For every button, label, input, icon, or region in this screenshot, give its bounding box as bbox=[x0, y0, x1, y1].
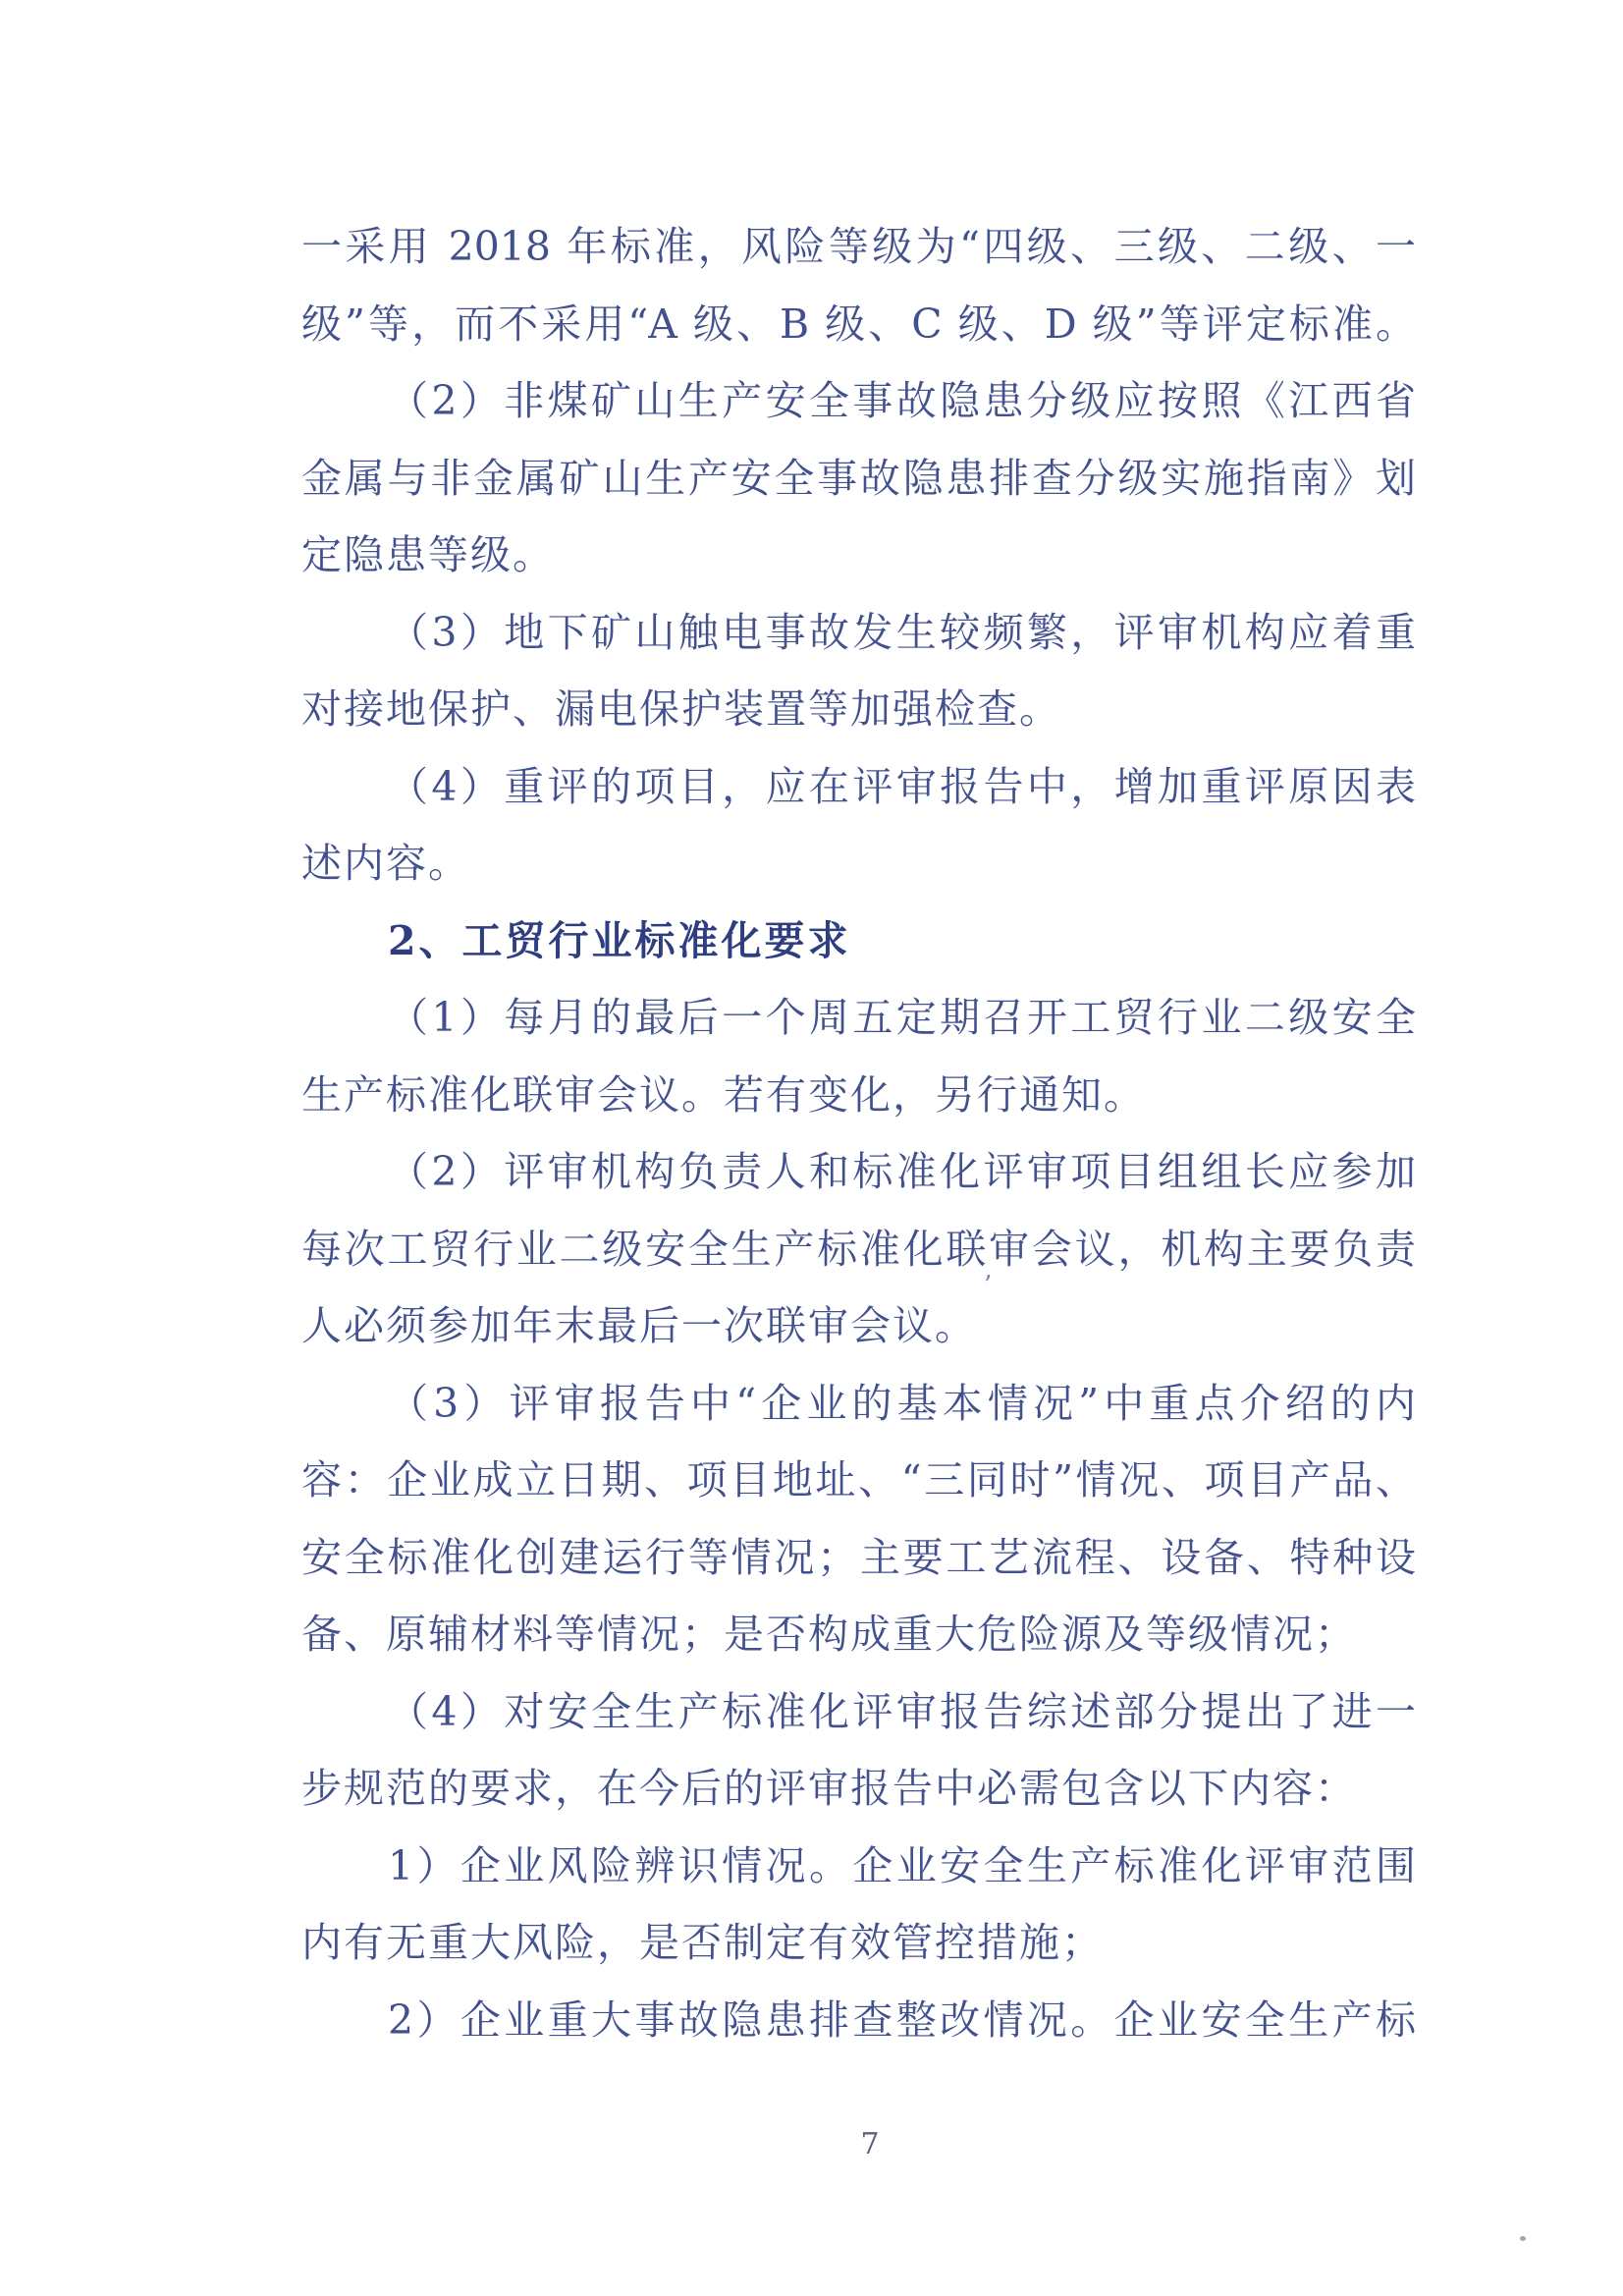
text-line: 1）企业风险辨识情况。企业安全生产标准化评审范围 bbox=[388, 1841, 1416, 1889]
text-line: （3）地下矿山触电事故发生较频繁，评审机构应着重 bbox=[388, 608, 1416, 656]
text-line: 定隐患等级。 bbox=[301, 531, 555, 578]
text-line: 备、原辅材料等情况；是否构成重大危险源及等级情况； bbox=[301, 1611, 1357, 1658]
text-line: 金属与非金属矿山生产安全事故隐患排查分级实施指南》划 bbox=[301, 454, 1416, 502]
text-line: 容：企业成立日期、项目地址、“三同时”情况、项目产品、 bbox=[301, 1456, 1416, 1503]
document-body bbox=[301, 208, 1416, 2058]
text-line: （4）重评的项目，应在评审报告中，增加重评原因表 bbox=[388, 762, 1416, 810]
text-line: 对接地保护、漏电保护装置等加强检查。 bbox=[301, 685, 1061, 733]
text-line: （4）对安全生产标准化评审报告综述部分提出了进一 bbox=[388, 1687, 1416, 1735]
text-line: （3）评审报告中“企业的基本情况”中重点介绍的内 bbox=[388, 1379, 1416, 1427]
text-line: 安全标准化创建运行等情况；主要工艺流程、设备、特种设 bbox=[301, 1533, 1416, 1581]
text-line: （2）评审机构负责人和标准化评审项目组组长应参加 bbox=[388, 1148, 1416, 1195]
page-number: 7 bbox=[860, 2127, 880, 2161]
text-line: （2）非煤矿山生产安全事故隐患分级应按照《江西省 bbox=[388, 377, 1416, 424]
text-line: 生产标准化联审会议。若有变化，另行通知。 bbox=[301, 1070, 1146, 1119]
text-line: （1）每月的最后一个周五定期召开工贸行业二级安全 bbox=[388, 994, 1416, 1041]
scan-speck bbox=[1520, 2236, 1526, 2241]
text-line: 每次工贸行业二级安全生产标准化联审会议，机构主要负责 bbox=[301, 1225, 1416, 1273]
text-line: 内有无重大风险，是否制定有效管控措施； bbox=[301, 1919, 1104, 1966]
stray-scan-mark: ’ bbox=[984, 1271, 993, 1300]
text-line: 2）企业重大事故隐患排查整改情况。企业安全生产标 bbox=[388, 1995, 1416, 2044]
text-line: 人必须参加年末最后一次联审会议。 bbox=[301, 1302, 977, 1349]
section-heading: 2、工贸行业标准化要求 bbox=[388, 916, 851, 964]
text-line: 一采用 2018 年标准，风险等级为“四级、三级、二级、一 bbox=[301, 223, 1416, 270]
text-line: 步规范的要求，在今后的评审报告中必需包含以下内容： bbox=[301, 1765, 1357, 1812]
text-line: 级”等，而不采用“A 级、B 级、C 级、D 级”等评定标准。 bbox=[301, 300, 1416, 348]
text-line: 述内容。 bbox=[301, 840, 470, 887]
